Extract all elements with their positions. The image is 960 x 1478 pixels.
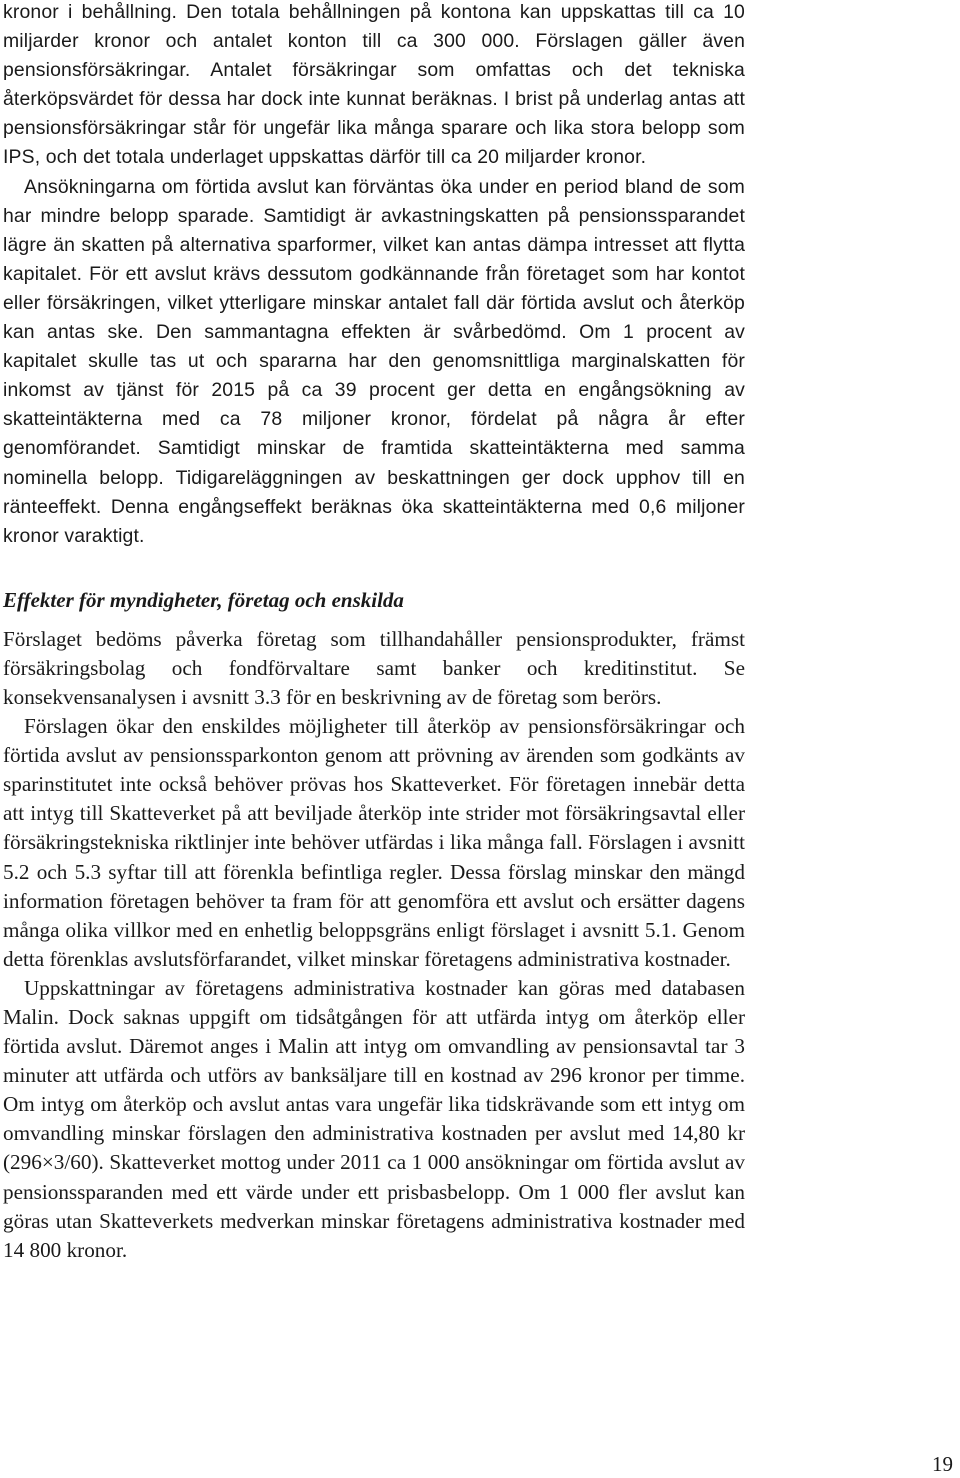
section-heading: Effekter för myndigheter, företag och enskilda <box>3 587 404 612</box>
paragraph-affected-companies: Förslaget bedöms påverka företag som tillhandahåller pensionsprodukter, främst försäkringsbolag och fondförvaltare samt banker och kreditinstitut. Se konsekvensanalysen i avsnitt 3.3 för en beskrivning av de företag som berörs. <box>3 626 745 709</box>
page-number: 19 <box>932 1452 953 1476</box>
paragraph-individual-effects: Förslagen ökar den enskildes möjligheter till återköp av pensionsförsäkringar och förtida avslut av pensionssparkonton genom att prövning av ärenden som godkänts av sparinstitutet inte också behöver prövas hos Skatteverket. För företagen innebär detta att intyg till Skatteverket på att beviljade återköp inte strider mot försäkringsavtal eller försäkringstekniska riktlinjer inte behöver utfärdas i lika många fall. Förslagen i avsnitt 5.2 och 5.3 syftar till att förenkla befintliga regler. Dessa förslag minskar den mängd information företagen behöver ta fram för att genomföra ett avslut och ersätter dagens många olika villkor med en enhetlig beloppsgräns enligt förslaget i avsnitt 5.1. Genom detta förenklas avslutsförfarandet, vilket minskar företagens administrativa kostnader. <box>3 714 745 971</box>
document-body <box>3 0 745 1265</box>
paragraph-applications: Ansökningarna om förtida avslut kan förväntas öka under en period bland de som har mindre belopp sparade. Samtidigt är avkastningskatten på pensionssparandet lägre än skatten på alternativa sparformer, vilket kan antas dämpa intresset att flytta kapitalet. För ett avslut krävs dessutom godkännande från företaget som har kontot eller försäkringen, vilket ytterligare minskar antalet fall där förtida avslut och återköp kan antas ske. Den sammantagna effekten är svårbedömd. Om 1 procent av kapitalet skulle tas ut och spararna har den genomsnittliga marginalskatten för inkomst av tjänst för 2015 på ca 39 procent ger detta en engångsökning av skatteintäkterna med ca 78 miljoner kronor, fördelat på några år efter genomförandet. Samtidigt minskar de framtida skatteintäkterna med samma nominella belopp. Tidigareläggningen av beskattningen ger dock upphov till en ränteeffekt. Denna engångseffekt beräknas öka skatteintäkterna med 0,6 miljoner kronor varaktigt. <box>3 175 745 547</box>
paragraph-total-holdings: kronor i behållning. Den totala behållningen på kontona kan uppskattas till ca 10 miljarder kronor och antalet konton till ca 300 000. Förslagen gäller även pensionsförsäkringar. Antalet försäkringar som omfattas och det tekniska återköpsvärdet för dessa har dock inte kunnat beräknas. I brist på underlag antas att pensionsförsäkringar står för ungefär lika många sparare och lika stora belopp som IPS, och det totala underlaget uppskattas därför till ca 20 miljarder kronor. <box>3 1 745 169</box>
paragraph-cost-estimates: Uppskattningar av företagens administrativa kostnader kan göras med databasen Malin. Dock saknas uppgift om tidsåtgången för att utfärda intyg om återköp eller förtida avslut. Däremot anges i Malin att intyg om omvandling av pensionsavtal tar 3 minuter att utfärda och utförs av banksäljare till en kostnad av 296 kronor per timme. Om intyg om återköp och avslut antas vara ungefär lika tidskrävande som ett intyg om omvandling minskar förslagen den administrativa kostnaden per avslut med 14,80 kr (296×3/60). Skatteverket mottog under 2011 ca 1 000 ansökningar om förtida avslut av pensionssparanden med ett värde under ett prisbasbelopp. Om 1 000 fler avslut kan göras utan Skatteverkets medverkan minskar företagens administrativa kostnader med 14 800 kronor. <box>3 975 745 1262</box>
